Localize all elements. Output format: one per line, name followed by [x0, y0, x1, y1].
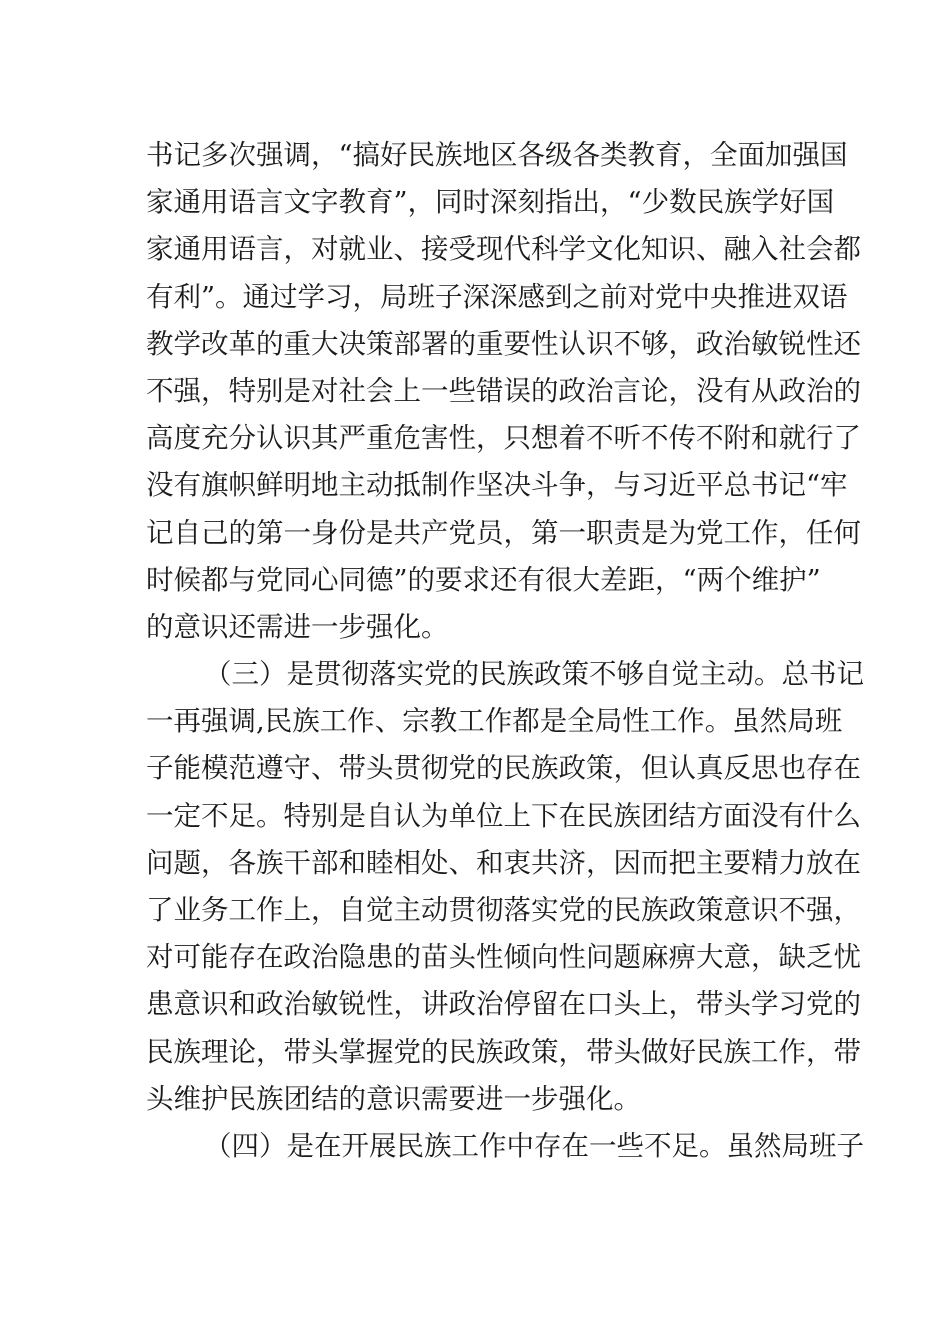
text-line: 时候都与党同心同德”的要求还有很大差距，“两个维护” [146, 563, 821, 596]
text-line: 问题，各族干部和睦相处、和衷共济，因而把主要精力放在 [146, 846, 861, 879]
text-line: 患意识和政治敏锐性，讲政治停留在口头上，带头学习党的 [146, 988, 861, 1021]
text-line: 一再强调,民族工作、宗教工作都是全局性工作。虽然局班 [146, 705, 843, 738]
text-line: 不强，特别是对社会上一些错误的政治言论，没有从政治的 [146, 374, 861, 407]
text-line: 家通用语言文字教育”，同时深刻指出，“少数民族学好国 [146, 186, 835, 219]
text-line: 书记多次强调，“搞好民族地区各级各类教育，全面加强国 [146, 139, 848, 171]
text-line: 民族理论，带头掌握党的民族政策，带头做好民族工作，带 [146, 1035, 861, 1068]
text-line: 对可能存在政治隐患的苗头性倾向性问题麻痹大意，缺乏忧 [146, 941, 861, 974]
body-text [146, 132, 864, 1170]
text-line: 了业务工作上，自觉主动贯彻落实党的民族政策意识不强， [146, 894, 861, 926]
text-line: 的意识还需进一步强化。 [146, 610, 449, 643]
text-line: 子能模范遵守、带头贯彻党的民族政策，但认真反思也存在 [146, 752, 861, 785]
text-line: 教学改革的重大决策部署的重要性认识不够，政治敏锐性还 [146, 327, 861, 360]
text-line: （四）是在开展民族工作中存在一些不足。虽然局班子 [204, 1129, 864, 1162]
text-line: 一定不足。特别是自认为单位上下在民族团结方面没有什么 [146, 799, 861, 832]
text-line: 头维护民族团结的意识需要进一步强化。 [146, 1082, 641, 1115]
text-line: 有利”。通过学习，局班子深深感到之前对党中央推进双语 [146, 280, 848, 313]
text-line: 记自己的第一身份是共产党员，第一职责是为党工作，任何 [146, 516, 861, 549]
text-line: （三）是贯彻落实党的民族政策不够自觉主动。总书记 [204, 658, 864, 691]
text-line: 家通用语言，对就业、接受现代科学文化知识、融入社会都 [146, 233, 861, 266]
text-line: 高度充分认识其严重危害性，只想着不听不传不附和就行了 [146, 422, 861, 455]
text-line: 没有旗帜鲜明地主动抵制作坚决斗争，与习近平总书记“牢 [146, 469, 848, 502]
